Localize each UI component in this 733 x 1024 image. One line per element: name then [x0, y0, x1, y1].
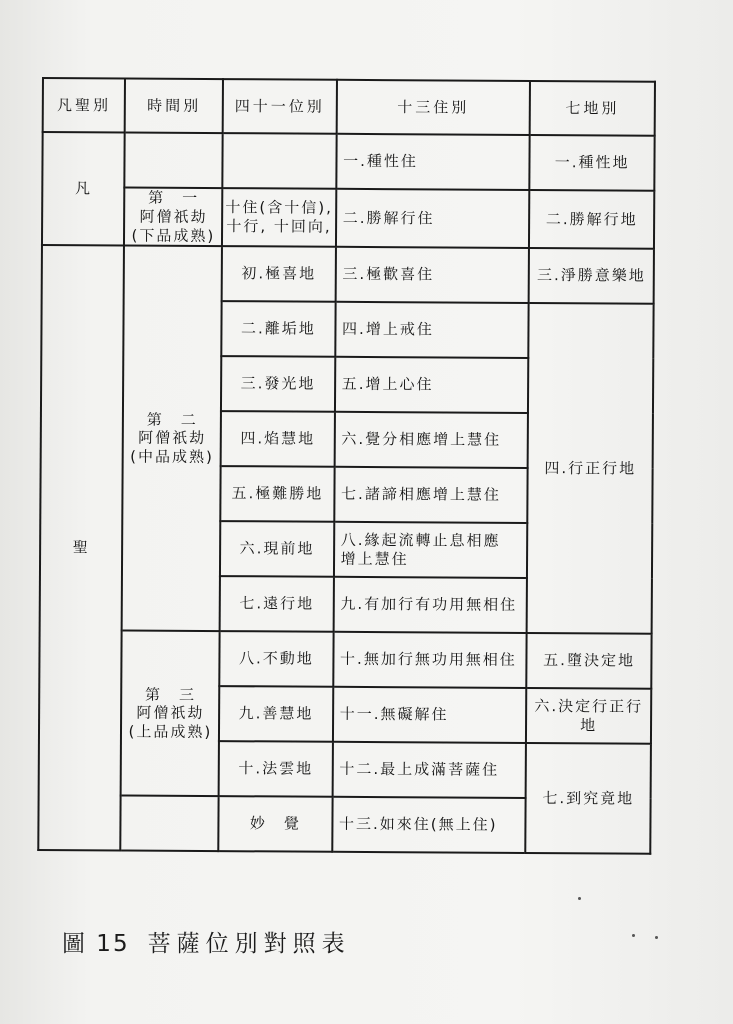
header-row — [43, 78, 655, 136]
abode-cell: 七.諸諦相應增上慧住 — [334, 467, 528, 523]
figure-caption — [62, 925, 351, 958]
ink-speck — [578, 897, 581, 900]
table-row — [42, 245, 654, 304]
table-row — [39, 630, 651, 689]
position-cell: 十.法雲地 — [219, 741, 333, 797]
ground-cell: 七.到究竟地 — [526, 743, 651, 854]
ground-cell: 六.決定行正行地 — [526, 688, 651, 744]
bodhisattva-stages-table — [37, 77, 656, 855]
abode-cell: 八.緣起流轉止息相應 增上慧住 — [334, 522, 528, 578]
ordinary-cell: 凡 — [42, 132, 125, 246]
position-cell: 五.極難勝地 — [221, 466, 335, 522]
figure-title: 菩薩位別對照表 — [147, 931, 351, 957]
ink-speck — [655, 936, 658, 939]
kalpa-1-cell: 第 一 阿僧祇劫 (下品成熟) — [124, 188, 222, 247]
position-cell: 四.焰慧地 — [221, 411, 335, 467]
abode-cell: 一.種性住 — [336, 134, 530, 190]
sage-cell: 聖 — [38, 245, 124, 850]
position-cell-empty — [223, 133, 337, 189]
position-cell: 三.發光地 — [221, 356, 335, 412]
abode-cell: 十.無加行無功用無相住 — [333, 632, 527, 688]
position-cell: 十住(含十信), 十行, 十回向, — [222, 188, 336, 247]
position-cell: 妙 覺 — [219, 796, 333, 852]
position-cell: 八.不動地 — [220, 631, 334, 687]
header-41-positions: 四十一位別 — [223, 79, 337, 134]
position-cell: 六.現前地 — [220, 521, 334, 577]
abode-cell: 十三.如來住(無上住) — [332, 797, 526, 853]
position-cell: 九.善慧地 — [219, 686, 333, 742]
position-cell: 七.遠行地 — [220, 576, 334, 632]
header-7-grounds: 七地別 — [530, 81, 655, 136]
figure-number: 圖 15 — [62, 931, 130, 957]
ground-cell: 五.墮決定地 — [527, 633, 652, 689]
ground-cell: 二.勝解行地 — [529, 190, 654, 249]
abode-cell: 九.有加行有功用無相住 — [333, 577, 527, 633]
kalpa-2-cell: 第 二 阿僧祇劫 (中品成熟) — [122, 246, 222, 632]
time-cell-empty — [125, 133, 223, 189]
abode-cell: 六.覺分相應增上慧住 — [334, 412, 528, 468]
abode-cell: 三.極歡喜住 — [335, 247, 529, 303]
header-ordinary-sage: 凡聖別 — [43, 78, 126, 133]
kalpa-3-cell: 第 三 阿僧祇劫 (上品成熟) — [121, 631, 220, 797]
table-row — [42, 132, 654, 191]
abode-cell: 五.增上心住 — [335, 357, 529, 413]
header-13-abodes: 十三住別 — [336, 80, 530, 135]
abode-cell: 二.勝解行住 — [336, 189, 530, 248]
table-row — [42, 187, 654, 249]
ground-cell: 四.行正行地 — [527, 303, 654, 634]
abode-cell: 十一.無礙解住 — [333, 687, 527, 743]
position-cell: 初.極喜地 — [222, 246, 336, 302]
abode-cell: 十二.最上成滿菩薩住 — [332, 742, 526, 798]
abode-cell: 四.增上戒住 — [335, 302, 529, 358]
ground-cell: 一.種性地 — [530, 135, 655, 191]
time-cell-empty — [121, 796, 219, 852]
ink-speck — [632, 934, 635, 937]
position-cell: 二.離垢地 — [222, 301, 336, 357]
ground-cell: 三.淨勝意樂地 — [529, 248, 654, 304]
header-time: 時間別 — [125, 79, 223, 134]
